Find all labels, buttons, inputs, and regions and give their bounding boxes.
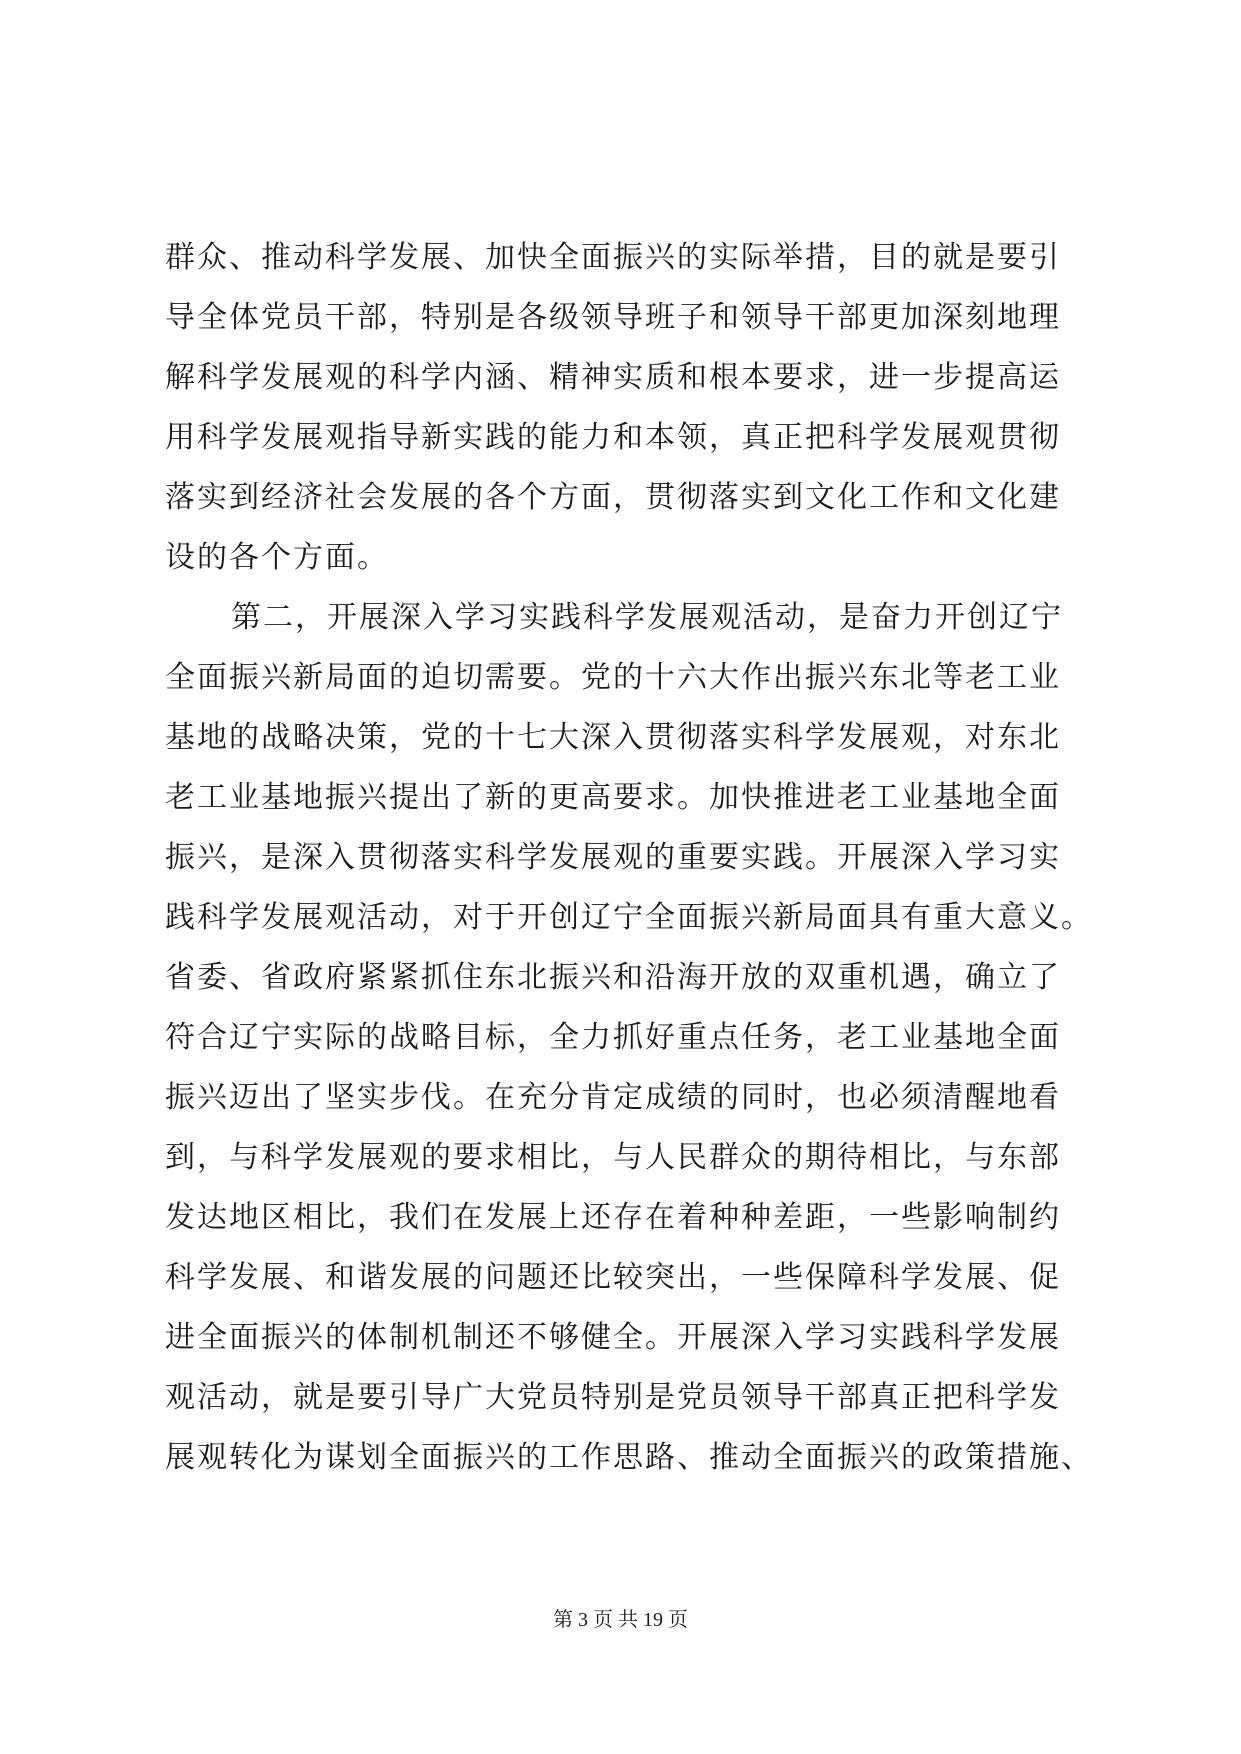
text-line: 展观转化为谋划全面振兴的工作思路、推动全面振兴的政策措施、 <box>165 1440 1093 1475</box>
text-line: 用科学发展观指导新实践的能力和本领，真正把科学发展观贯彻 <box>165 420 1061 455</box>
text-line: 基地的战略决策，党的十七大深入贯彻落实科学发展观，对东北 <box>165 720 1061 755</box>
text-line: 发达地区相比，我们在发展上还存在着种种差距，一些影响制约 <box>165 1200 1061 1235</box>
text-line: 进全面振兴的体制机制还不够健全。开展深入学习实践科学发展 <box>165 1320 1061 1355</box>
text-line: 符合辽宁实际的战略目标，全力抓好重点任务，老工业基地全面 <box>165 1020 1061 1055</box>
text-line: 科学发展、和谐发展的问题还比较突出，一些保障科学发展、促 <box>165 1260 1061 1295</box>
text-line: 落实到经济社会发展的各个方面，贯彻落实到文化工作和文化建 <box>165 480 1061 515</box>
text-line: 老工业基地振兴提出了新的更高要求。加快推进老工业基地全面 <box>165 780 1061 815</box>
text-line: 解科学发展观的科学内涵、精神实质和根本要求，进一步提高运 <box>165 360 1061 395</box>
text-line: 导全体党员干部，特别是各级领导班子和领导干部更加深刻地理 <box>165 300 1061 335</box>
paragraph-1 <box>165 228 1085 588</box>
text-line: 践科学发展观活动，对于开创辽宁全面振兴新局面具有重大意义。 <box>165 900 1093 935</box>
page-number-footer: 第 3 页 共 19 页 <box>553 1609 688 1631</box>
text-line-indented: 第二，开展深入学习实践科学发展观活动，是奋力开创辽宁 <box>231 600 1063 635</box>
text-line: 振兴迈出了坚实步伐。在充分肯定成绩的同时，也必须清醒地看 <box>165 1080 1061 1115</box>
text-line: 振兴，是深入贯彻落实科学发展观的重要实践。开展深入学习实 <box>165 840 1061 875</box>
document-body <box>165 228 1093 1488</box>
text-line: 全面振兴新局面的迫切需要。党的十六大作出振兴东北等老工业 <box>165 660 1061 695</box>
text-line: 设的各个方面。 <box>165 540 389 575</box>
text-line: 观活动，就是要引导广大党员特别是党员领导干部真正把科学发 <box>165 1380 1061 1415</box>
paragraph-2 <box>165 588 1093 1488</box>
text-line: 省委、省政府紧紧抓住东北振兴和沿海开放的双重机遇，确立了 <box>165 960 1061 995</box>
text-line: 到，与科学发展观的要求相比，与人民群众的期待相比，与东部 <box>165 1140 1061 1175</box>
text-line: 群众、推动科学发展、加快全面振兴的实际举措，目的就是要引 <box>165 240 1061 275</box>
